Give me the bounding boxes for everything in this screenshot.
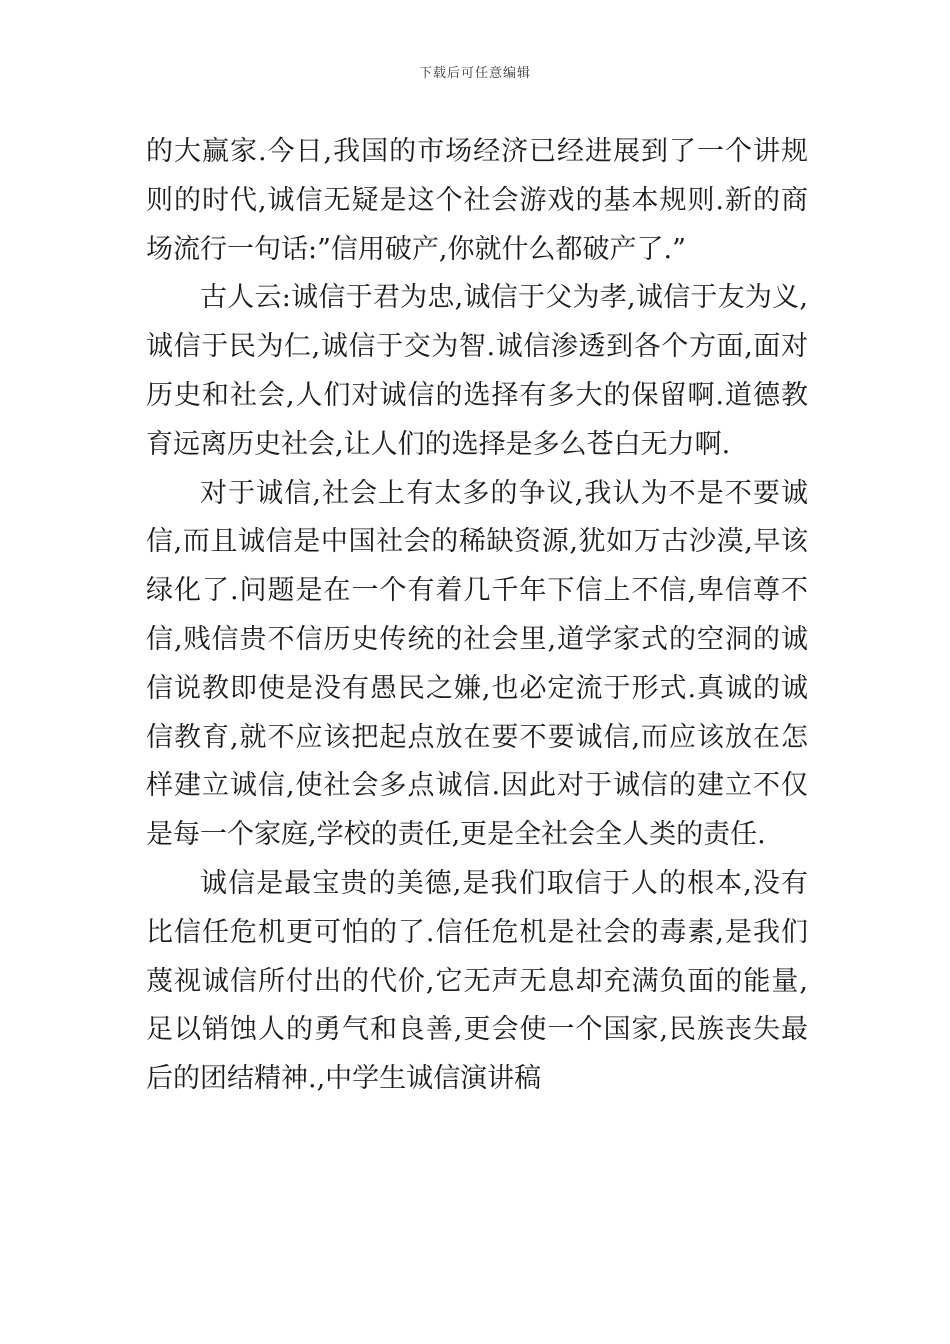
paragraph-1: 的大赢家.今日,我国的市场经济已经进展到了一个讲规则的时代,诚信无疑是这个社会游戏的基本规则.新的商场流行一句话:”信用破产,你就什么都破产了.” xyxy=(146,136,808,265)
paragraph-3: 对于诚信,社会上有太多的争议,我认为不是不要诚信,而且诚信是中国社会的稀缺资源,犹如万古沙漠,早该绿化了.问题是在一个有着几千年下信上不信,卑信尊不信,贱信贵不信历史传统的社会里,道学家式的空洞的诚信说教即使是没有愚民之嫌,也必定流于形式.真诚的诚信教育,就不应该把起点放在要不要诚信,而应该放在怎样建立诚信,使社会多点诚信.因此对于诚信的建立不仅是每一个家庭,学校的责任,更是全社会全人类的责任. xyxy=(146,477,808,851)
document-body xyxy=(146,128,808,1104)
paragraph-4: 诚信是最宝贵的美德,是我们取信于人的根本,没有比信任危机更可怕的了.信任危机是社会的毒素,是我们蔑视诚信所付出的代价,它无声无息却充满负面的能量,足以销蚀人的勇气和良善,更会使一个国家,民族丧失最后的团结精神.,中学生诚信演讲稿 xyxy=(146,867,808,1095)
paragraph-2: 古人云:诚信于君为忠,诚信于父为孝,诚信于友为义,诚信于民为仁,诚信于交为智.诚信渗透到各个方面,面对历史和社会,人们对诚信的选择有多大的保留啊.道德教育远离历史社会,让人们的选择是多么苍白无力啊. xyxy=(146,282,808,460)
page-header: 下载后可任意编辑 xyxy=(418,66,531,81)
